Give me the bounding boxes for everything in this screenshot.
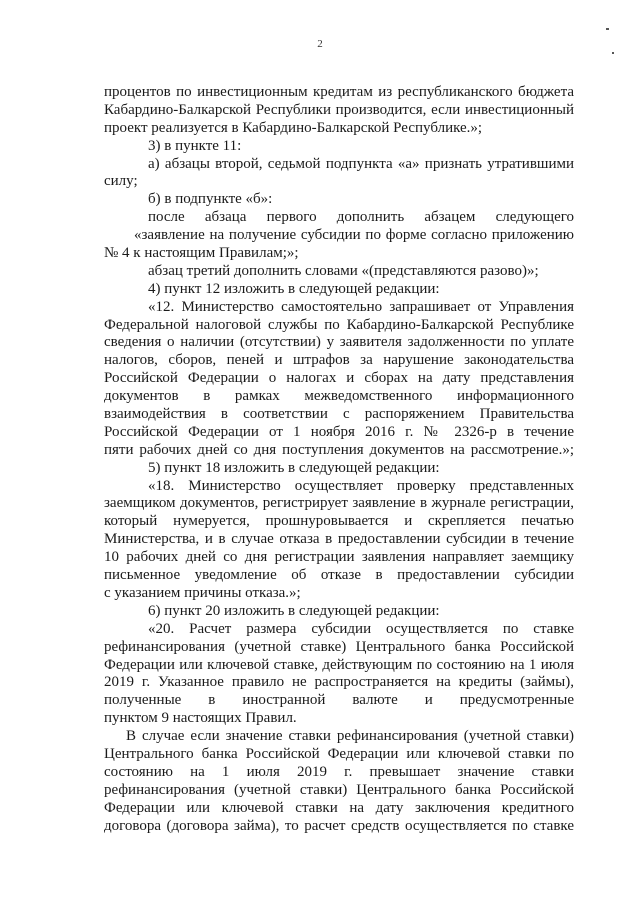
text-line: 4) пункт 12 изложить в следующей редакции: [148, 280, 440, 297]
text-line: Кабардино-Балкарской Республики производится, если инвестиционный [104, 101, 574, 118]
text-line: процентов по инвестиционным кредитам из республиканского бюджета [104, 84, 574, 100]
text-line: с указанием причины отказа.»; [104, 584, 301, 601]
scan-mark-top-right [606, 28, 609, 30]
text-line: Федерации или ключевой ставке, действующим по состоянию на 1 июля [104, 656, 574, 673]
text-line: проект реализуется в Кабардино-Балкарской Республике.»; [104, 119, 483, 136]
text-line: рефинансирования (учетной ставке) Центрального банка Российской [104, 638, 574, 655]
text-line: рефинансирования (учетной ставки) Центрального банка Российской [104, 781, 574, 798]
text-line: 6) пункт 20 изложить в следующей редакции: [148, 602, 440, 619]
text-line: Центрального банка Российской Федерации или ключевой ставки по [104, 745, 574, 762]
text-line: взаимодействия в соответствии с распоряжением Правительства [104, 406, 574, 423]
text-line: письменное уведомление об отказе в предоставлении субсидии [104, 567, 574, 584]
text-line: Российской Федерации от 1 ноября 2016 г. № 2326-р в течение [104, 423, 574, 440]
text-line: 10 рабочих дней со дня регистрации заявления направляет заемщику [104, 549, 574, 566]
text-line: Федеральной налоговой службы по Кабардино-Балкарской Республике [104, 316, 574, 333]
text-line: пяти рабочих дней со дня поступления документов на рассмотрение.»; [104, 441, 574, 458]
scan-mark-right [612, 52, 614, 54]
text-line: 2019 г. Указанное правило не распространяется на кредиты (займы), [104, 674, 574, 691]
text-line: «12. Министерство самостоятельно запрашивает от Управления [148, 298, 574, 315]
text-line: налогов, сборов, пеней и штрафов за нарушение законодательства [104, 352, 574, 369]
text-line: силу; [104, 173, 138, 190]
text-line: б) в подпункте «б»: [148, 191, 273, 208]
text-line: сведения о наличии (отсутствии) у заявителя задолженности по уплате [104, 334, 574, 351]
document-body [104, 84, 574, 835]
text-line: № 4 к настоящим Правилам;»; [104, 245, 299, 262]
text-line: полученные в иностранной валюте и предусмотренные [104, 692, 574, 709]
text-line: Российской Федерации о налогах и сборах на дату представления [104, 370, 574, 387]
text-line: абзац третий дополнить словами «(представляются разово)»; [148, 262, 539, 279]
text-line: а) абзацы второй, седьмой подпункта «а» признать утратившими [148, 155, 574, 172]
text-line: пунктом 9 настоящих Правил. [104, 710, 297, 727]
text-line: документов в рамках межведомственного информационного [104, 388, 574, 405]
text-line: который нумеруется, прошнуровывается и скрепляется печатью [104, 513, 574, 530]
text-line: В случае если значение ставки рефинансирования (учетной ставки) [126, 728, 574, 745]
text-line: заемщиком документов, регистрирует заявление в журнале регистрации, [104, 495, 574, 512]
text-line: 5) пункт 18 изложить в следующей редакции: [148, 459, 440, 476]
text-line: «18. Министерство осуществляет проверку представленных [148, 477, 574, 494]
text-line: 3) в пункте 11: [148, 137, 242, 154]
text-line: после абзаца первого дополнить абзацем следующего [148, 209, 574, 226]
text-line: договора (договора займа), то расчет средств осуществляется по ставке [104, 817, 574, 834]
text-line: «20. Расчет размера субсидии осуществляется по ставке [148, 620, 574, 637]
text-line: Министерства, и в случае отказа в предоставлении субсидии в течение [104, 531, 574, 548]
text-line: Федерации или ключевой ставки на дату заключения кредитного [104, 799, 574, 816]
page-number: 2 [317, 38, 323, 50]
text-line: состоянию на 1 июля 2019 г. превышает значение ставки [104, 763, 574, 780]
text-line: «заявление на получение субсидии по форме согласно приложению [134, 227, 574, 244]
